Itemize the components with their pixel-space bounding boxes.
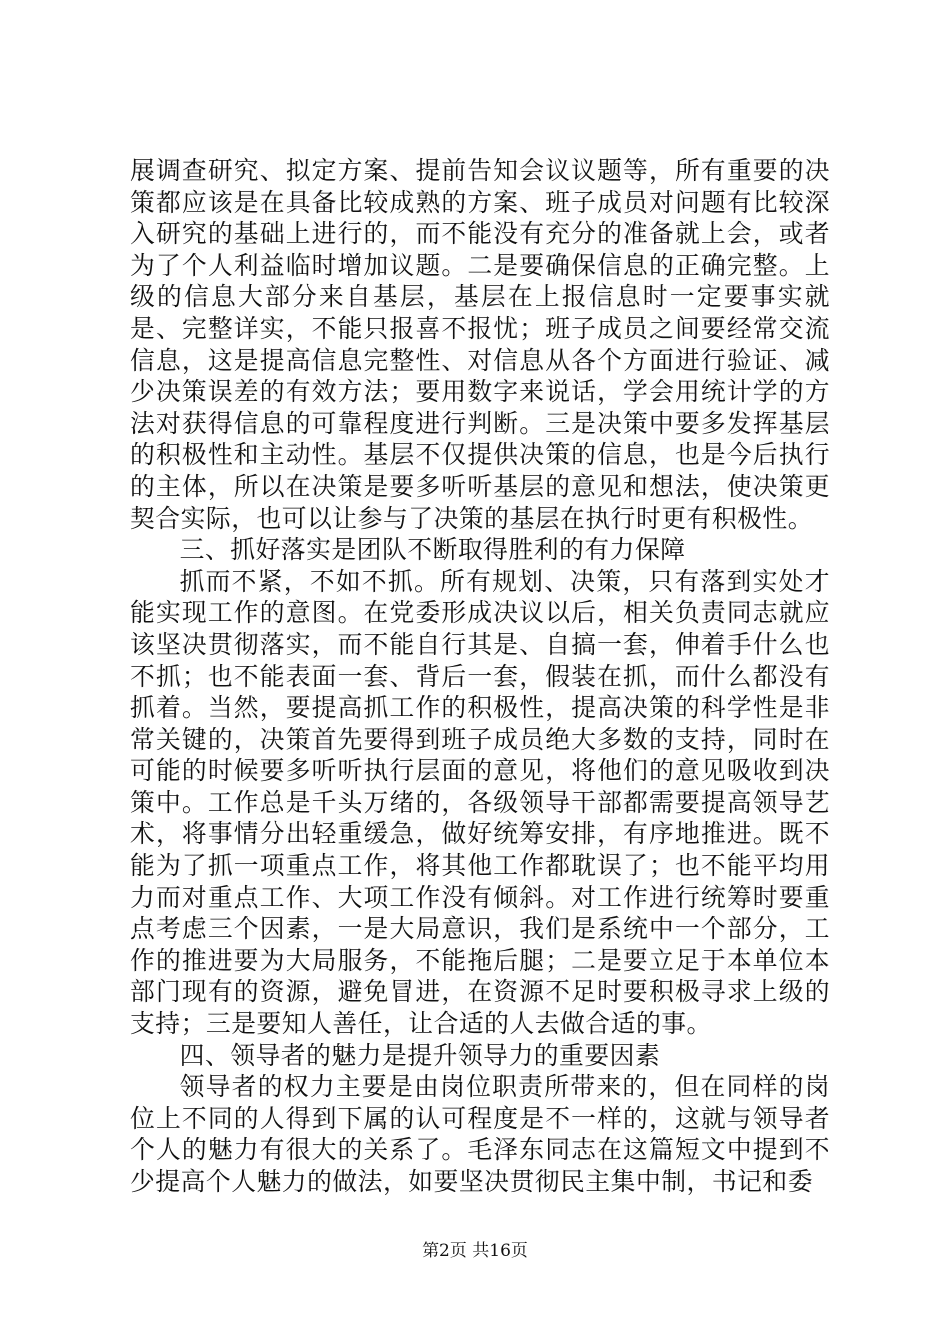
section-heading-3: 三、抓好落实是团队不断取得胜利的有力保障 (179, 535, 686, 565)
document-body (130, 155, 830, 1198)
paragraph-1: 展调查研究、拟定方案、提前告知会议议题等，所有重要的决策都应该是在具备比较成熟的方案、班子成员对问题有比较深入研究的基础上进行的，而不能没有充分的准备就上会，或者为了个人利益临时增加议题。二是要确保信息的正确完整。上级的信息大部分来自基层，基层在上报信息时一定要事实就是、完整详实，不能只报喜不报忧；班子成员之间要经常交流信息，这是提高信息完整性、对信息从各个方面进行验证、减少决策误差的有效方法；要用数字来说话，学会用统计学的方法对获得信息的可靠程度进行判断。三是决策中要多发挥基层的积极性和主动性。基层不仅提供决策的信息，也是今后执行的主体，所以在决策是要多听听基层的意见和想法，使决策更契合实际，也可以让参与了决策的基层在执行时更有积极性。 (130, 156, 830, 533)
page-number-footer: 第2页 共16页 (422, 1241, 528, 1261)
paragraph-2: 抓而不紧，不如不抓。所有规划、决策，只有落到实处才能实现工作的意图。在党委形成决议以后，相关负责同志就应该坚决贯彻落实，而不能自行其是、自搞一套，伸着手什么也不抓；也不能表面一套、背后一套，假装在抓，而什么都没有抓着。当然，要提高抓工作的积极性，提高决策的科学性是非常关键的，决策首先要得到班子成员绝大多数的支持，同时在可能的时候要多听听执行层面的意见，将他们的意见吸收到决策中。工作总是千头万绪的，各级领导干部都需要提高领导艺术，将事情分出轻重缓急，做好统筹安排，有序地推进。既不能为了抓一项重点工作，将其他工作都耽误了；也不能平均用力而对重点工作、大项工作没有倾斜。对工作进行统筹时要重点考虑三个因素，一是大局意识，我们是系统中一个部分，工作的推进要为大局服务，不能拖后腿；二是要立足于本单位本部门现有的资源，避免冒进，在资源不足时要积极寻求上级的支持；三是要知人善任，让合适的人去做合适的事。 (130, 566, 830, 1039)
paragraph-3: 领导者的权力主要是由岗位职责所带来的，但在同样的岗位上不同的人得到下属的认可程度是不一样的，这就与领导者个人的魅力有很大的关系了。毛泽东同志在这篇短文中提到不少提高个人魅力的做法，如要坚决贯彻民主集中制，书记和委 (130, 1072, 830, 1196)
section-heading-4: 四、领导者的魅力是提升领导力的重要因素 (179, 1040, 661, 1070)
